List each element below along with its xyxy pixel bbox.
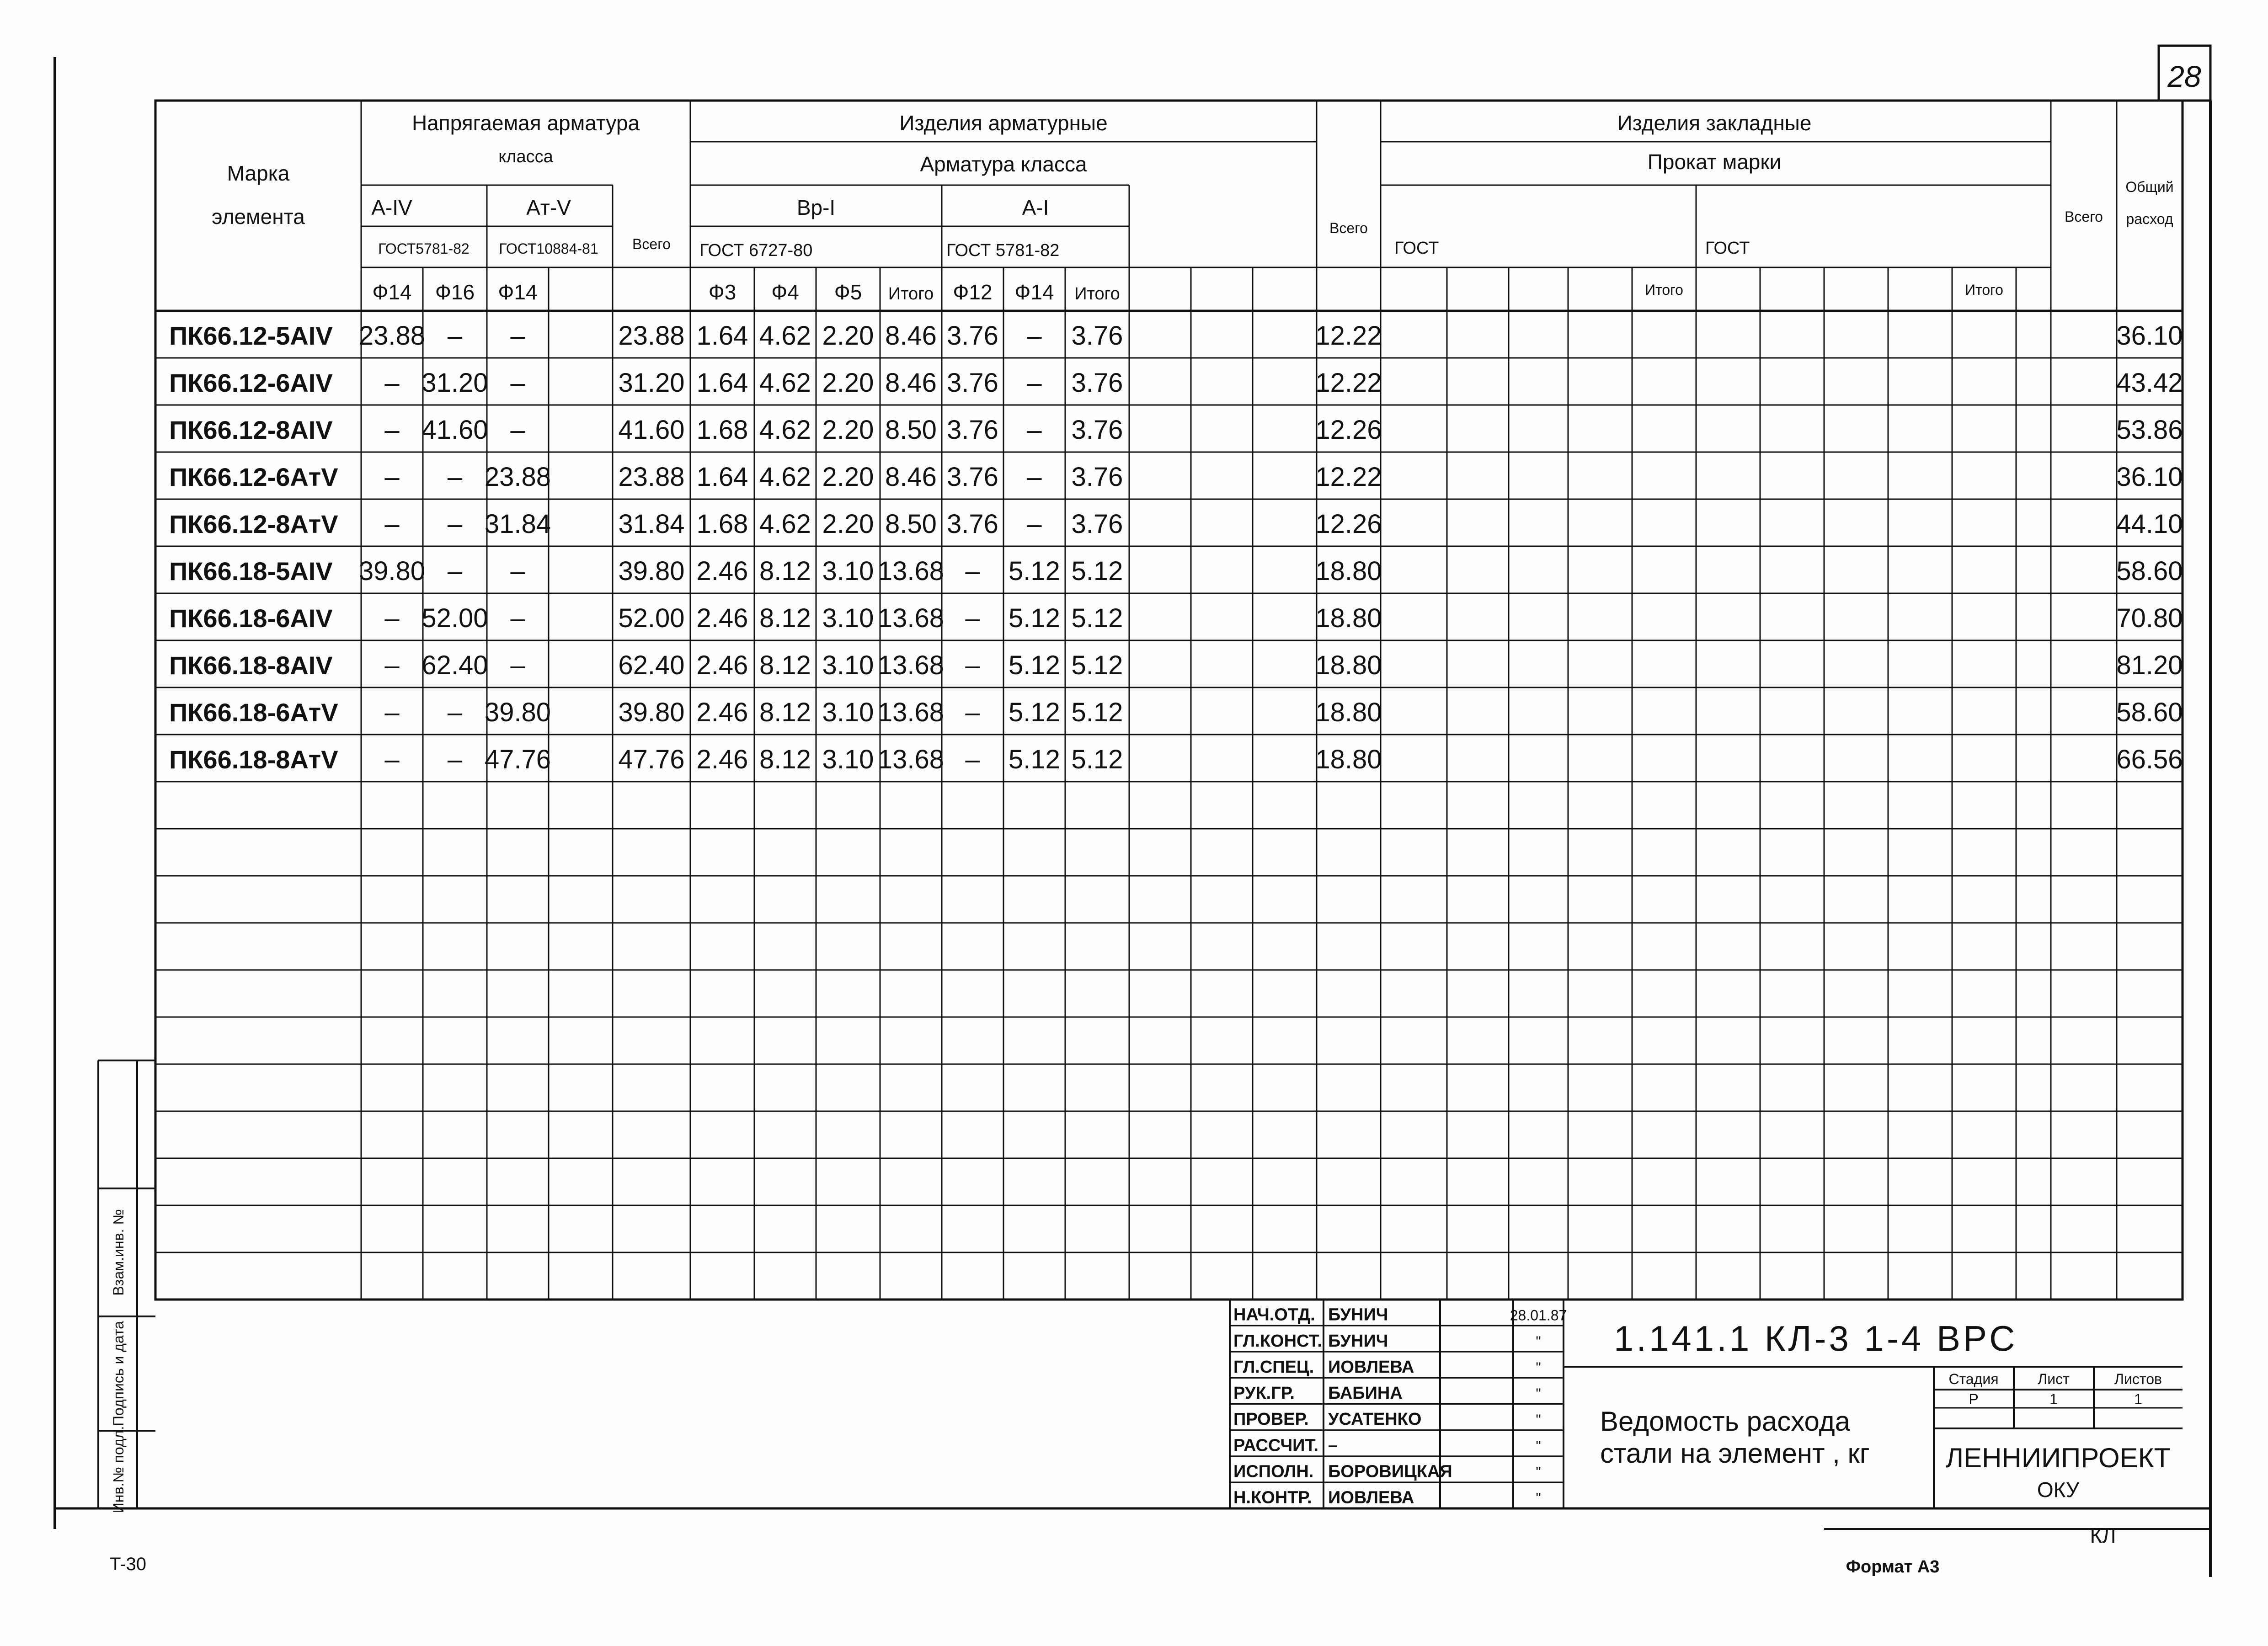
col-header-diameter: Итого [1074,284,1120,304]
col-header-total: Всего [632,236,671,252]
cell-vr-itogo: 13.68 [877,603,945,634]
cell-pre-total: 62.40 [618,650,685,681]
document-title: стали на элемент , кг [1600,1438,1870,1469]
corner-note: T-30 [110,1554,147,1574]
stamp-date: " [1536,1438,1541,1454]
cell-a1-14: 5.12 [1009,745,1060,775]
cell-a1-12: – [965,650,980,681]
col-header-itogo: Итого [1645,282,1683,298]
cell-a4-14: – [384,650,400,681]
row-mark: ПК66.18-6AтV [169,698,338,727]
cell-a4-14: – [384,745,400,775]
cell-a4-16: 31.20 [422,368,488,398]
col-header-total: Всего [1329,220,1368,236]
col-header-diameter: Ф14 [372,280,412,304]
cell-at5-14: – [510,556,525,586]
cell-a4-16: 41.60 [422,415,488,445]
cell-a4-16: 52.00 [422,603,488,634]
format-label: Формат А3 [1846,1557,1940,1577]
cell-a1-14: – [1027,321,1042,351]
cell-total: 36.10 [2116,321,2183,351]
col-header-class: Aт-V [526,196,571,219]
cell-a1-12: 3.76 [947,509,998,539]
stamp-name: БУНИЧ [1328,1305,1388,1325]
cell-at5-14: – [510,321,525,351]
col-header-diameter: Ф3 [708,280,736,304]
cell-total: 44.10 [2116,509,2183,539]
cell-vr4: 8.12 [759,603,811,634]
row-mark: ПК66.12-6AтV [169,463,338,492]
cell-vr5: 2.20 [822,415,874,445]
col-header-prestressed: класса [498,147,553,166]
cell-a1-12: – [965,603,980,634]
cell-pre-total: 47.76 [618,745,685,775]
cell-a1-itogo: 3.76 [1071,321,1123,351]
col-header-prestressed: Напрягаемая арматура [411,111,640,135]
cell-vr5: 3.10 [822,698,874,728]
stamp-role: ИСПОЛН. [1233,1462,1314,1481]
stamp-role: ГЛ.СПЕЦ. [1233,1357,1314,1377]
cell-a1-itogo: 5.12 [1071,745,1123,775]
side-strip-label: Взам.инв. № [110,1209,127,1296]
cell-vr-itogo: 8.50 [885,415,937,445]
row-mark: ПК66.18-5AIV [169,557,333,586]
cell-a4-14: – [384,698,400,728]
cell-vr5: 3.10 [822,556,874,586]
col-header-gost: ГОСТ 6727-80 [699,241,813,260]
cell-rebar-total: 18.80 [1315,650,1382,681]
cell-a1-itogo: 5.12 [1071,650,1123,681]
stamp-date: " [1536,1385,1541,1402]
title-block [1233,1305,2171,1547]
cell-at5-14: 23.88 [484,462,551,492]
cell-a1-itogo: 5.12 [1071,556,1123,586]
col-header-diameter: Ф14 [498,280,538,304]
cell-rebar-total: 18.80 [1315,556,1382,586]
stamp-date: 28.01.87 [1510,1307,1567,1324]
cell-vr4: 4.62 [759,509,811,539]
cell-pre-total: 39.80 [618,698,685,728]
cell-vr5: 3.10 [822,603,874,634]
cell-a4-14: – [384,509,400,539]
cell-vr4: 8.12 [759,650,811,681]
cell-vr5: 2.20 [822,321,874,351]
side-strip [110,1209,127,1513]
cell-a1-12: 3.76 [947,462,998,492]
cell-vr5: 3.10 [822,745,874,775]
cell-at5-14: – [510,415,525,445]
row-mark: ПК66.18-8AIV [169,651,333,680]
cell-vr5: 3.10 [822,650,874,681]
col-header-diameter: Ф12 [953,280,993,304]
row-mark: ПК66.12-8AтV [169,510,338,539]
cell-a4-14: – [384,462,400,492]
cell-vr5: 2.20 [822,509,874,539]
stamp-role: ПРОВЕР. [1233,1410,1309,1429]
cell-a1-14: 5.12 [1009,650,1060,681]
cell-vr4: 8.12 [759,745,811,775]
cell-total: 53.86 [2116,415,2183,445]
col-header-rebar-products: Изделия арматурные [899,111,1108,135]
stamp-role: ГЛ.КОНСТ. [1233,1331,1322,1351]
cell-vr3: 1.64 [696,462,748,492]
cell-rebar-total: 12.22 [1315,462,1382,492]
col-header-rebar-class: Арматура класса [920,152,1087,176]
cell-rebar-total: 12.22 [1315,321,1382,351]
cell-a1-14: – [1027,368,1042,398]
col-header-embedded: Изделия закладные [1617,111,1812,135]
cell-a1-14: – [1027,415,1042,445]
document-title: Ведомость расхода [1600,1406,1850,1437]
row-mark: ПК66.12-5AIV [169,321,333,351]
cell-vr3: 2.46 [696,650,748,681]
cell-vr3: 2.46 [696,603,748,634]
stamp-name: ИОВЛЕВА [1328,1357,1414,1377]
cell-vr4: 8.12 [759,556,811,586]
side-strip-label: Подпись и дата [110,1321,127,1427]
cell-a1-12: – [965,698,980,728]
stamp-name: БУНИЧ [1328,1331,1388,1351]
stamp-name: БОРОВИЦКАЯ [1328,1462,1452,1481]
cell-vr3: 1.64 [696,368,748,398]
table-header [212,111,2173,304]
cell-a4-14: 39.80 [358,556,426,586]
stamp-role: РАССЧИТ. [1233,1436,1318,1455]
cell-rebar-total: 12.26 [1315,415,1382,445]
col-header-gost: ГОСТ [1705,239,1750,258]
cell-vr-itogo: 8.46 [885,462,937,492]
cell-vr3: 1.68 [696,415,748,445]
col-header-diameter: Ф16 [435,280,475,304]
cell-at5-14: 31.84 [484,509,551,539]
cell-vr4: 4.62 [759,368,811,398]
cell-at5-14: 47.76 [484,745,551,775]
cell-vr-itogo: 13.68 [877,745,945,775]
stamp-name: – [1328,1436,1338,1455]
stamp-name: ИОВЛЕВА [1328,1488,1414,1508]
cell-a1-14: 5.12 [1009,556,1060,586]
cell-a1-12: 3.76 [947,321,998,351]
col-header-class: A-I [1022,196,1049,219]
cell-a4-14: – [384,415,400,445]
cell-rebar-total: 18.80 [1315,698,1382,728]
stamp-role: НАЧ.ОТД. [1233,1305,1315,1325]
side-strip-label: Инв.№ подл. [110,1426,127,1513]
cell-vr5: 2.20 [822,462,874,492]
cell-a1-itogo: 3.76 [1071,415,1123,445]
stamp-name: БАБИНА [1328,1384,1403,1403]
cell-total: 66.56 [2116,745,2183,775]
cell-vr3: 1.64 [696,321,748,351]
cell-a1-14: 5.12 [1009,698,1060,728]
col-header-diameter: Итого [888,284,934,304]
col-header-diameter: Ф5 [834,280,862,304]
cell-at5-14: – [510,368,525,398]
cell-vr-itogo: 13.68 [877,698,945,728]
cell-a1-14: – [1027,509,1042,539]
organization-name: ЛЕННИИПРОЕКТ [1945,1443,2171,1473]
cell-pre-total: 39.80 [618,556,685,586]
cell-a4-16: – [447,556,463,586]
stage-label: Стадия [1948,1371,1999,1387]
cell-vr-itogo: 8.46 [885,368,937,398]
cell-rebar-total: 18.80 [1315,745,1382,775]
cell-vr4: 8.12 [759,698,811,728]
cell-vr4: 4.62 [759,415,811,445]
cell-total: 81.20 [2116,650,2183,681]
cell-vr-itogo: 8.46 [885,321,937,351]
cell-vr3: 2.46 [696,556,748,586]
cell-pre-total: 23.88 [618,462,685,492]
cell-a1-12: – [965,556,980,586]
cell-pre-total: 31.20 [618,368,685,398]
col-header-itogo: Итого [1965,282,2003,298]
cell-rebar-total: 12.22 [1315,368,1382,398]
stamp-date: " [1536,1412,1541,1428]
organization-unit: ОКУ [2037,1478,2080,1502]
cell-total: 36.10 [2116,462,2183,492]
cell-rebar-total: 18.80 [1315,603,1382,634]
cell-at5-14: 39.80 [484,698,551,728]
cell-a1-12: 3.76 [947,368,998,398]
cell-a1-itogo: 3.76 [1071,509,1123,539]
stamp-role: РУК.ГР. [1233,1384,1295,1403]
cell-vr5: 2.20 [822,368,874,398]
col-header-total-consumption: Общий [2125,179,2174,195]
cell-total: 43.42 [2116,368,2183,398]
stamp-date: " [1536,1490,1541,1507]
cell-a4-14: – [384,603,400,634]
cell-rebar-total: 12.26 [1315,509,1382,539]
sheets-value: 1 [2134,1391,2142,1407]
col-header-total: Всего [2065,208,2103,225]
cell-a1-itogo: 5.12 [1071,603,1123,634]
col-header-mark: Марка [227,161,290,185]
cell-a1-itogo: 3.76 [1071,368,1123,398]
cell-vr3: 2.46 [696,698,748,728]
document-number: 1.141.1 КЛ-3 1-4 ВРС [1614,1318,2018,1358]
cell-at5-14: – [510,650,525,681]
cell-a1-14: – [1027,462,1042,492]
cell-vr3: 2.46 [696,745,748,775]
table-body [169,321,2183,774]
cell-pre-total: 31.84 [618,509,685,539]
cell-a1-itogo: 5.12 [1071,698,1123,728]
cell-a4-14: 23.88 [358,321,426,351]
sheets-label: Листов [2114,1371,2162,1387]
cell-vr-itogo: 8.50 [885,509,937,539]
cell-total: 70.80 [2116,603,2183,634]
sheet-number: 28 [2167,59,2201,93]
col-header-class: Вр-I [796,196,836,219]
cell-pre-total: 41.60 [618,415,685,445]
row-mark: ПК66.18-6AIV [169,604,333,633]
stamp-role: Н.КОНТР. [1233,1488,1312,1508]
cell-vr3: 1.68 [696,509,748,539]
cell-vr4: 4.62 [759,462,811,492]
col-header-class: A-IV [371,196,412,219]
cell-pre-total: 23.88 [618,321,685,351]
cell-a1-12: 3.76 [947,415,998,445]
cell-a4-16: – [447,698,463,728]
col-header-total-consumption: расход [2126,211,2173,227]
col-header-diameter: Ф14 [1014,280,1054,304]
cell-a4-16: – [447,321,463,351]
cell-total: 58.60 [2116,698,2183,728]
cell-a4-16: 62.40 [422,650,488,681]
cell-a4-14: – [384,368,400,398]
cell-a4-16: – [447,462,463,492]
col-header-mark: элемента [212,205,305,229]
sheet-value: 1 [2049,1391,2058,1407]
col-header-diameter: Ф4 [771,280,799,304]
stamp-date: " [1536,1359,1541,1376]
col-header-gost: ГОСТ10884-81 [499,240,598,257]
stamp-name: УСАТЕНКО [1328,1410,1422,1429]
row-mark: ПК66.18-8AтV [169,745,338,774]
cell-pre-total: 52.00 [618,603,685,634]
col-header-rolled: Прокат марки [1647,150,1782,174]
cell-total: 58.60 [2116,556,2183,586]
cell-a4-16: – [447,745,463,775]
cell-a4-16: – [447,509,463,539]
stamp-date: " [1536,1333,1541,1350]
stage-value: Р [1969,1391,1979,1407]
col-header-gost: ГОСТ [1394,239,1439,258]
row-mark: ПК66.12-8AIV [169,415,333,445]
cell-at5-14: – [510,603,525,634]
stamp-date: " [1536,1464,1541,1481]
cell-a1-14: 5.12 [1009,603,1060,634]
cell-a1-12: – [965,745,980,775]
cell-a1-itogo: 3.76 [1071,462,1123,492]
cell-vr-itogo: 13.68 [877,556,945,586]
row-mark: ПК66.12-6AIV [169,368,333,398]
cell-vr4: 4.62 [759,321,811,351]
stamp-note: КЛ [2090,1523,2116,1547]
col-header-gost: ГОСТ5781-82 [378,240,470,257]
col-header-gost: ГОСТ 5781-82 [946,241,1060,260]
cell-vr-itogo: 13.68 [877,650,945,681]
sheet-label: Лист [2038,1371,2070,1387]
